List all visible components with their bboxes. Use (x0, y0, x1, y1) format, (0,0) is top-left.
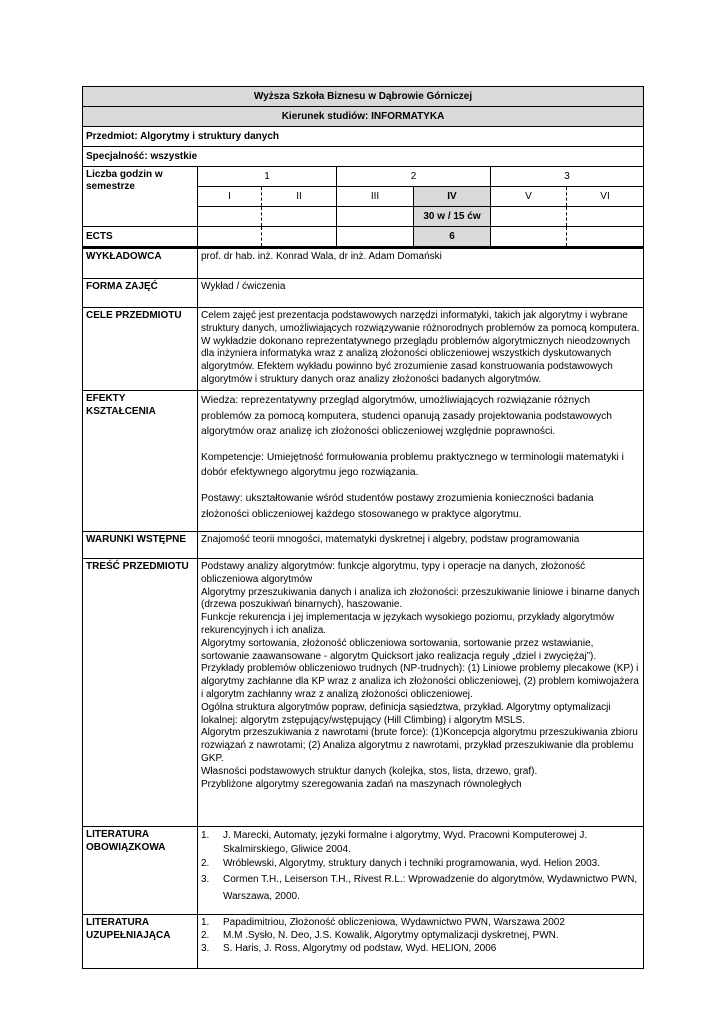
form-row (83, 279, 644, 308)
school-name: Wyższa Szkoła Biznesu w Dąbrowie Górniczej (83, 87, 644, 107)
ects-cell-3 (337, 227, 414, 248)
semester-2: II (262, 187, 337, 207)
semester-5: V (491, 187, 567, 207)
prereq-value: Znajomość teorii mnogości, matematyki dyskretnej i algebry, podstaw programowania (198, 532, 644, 559)
goals-row (83, 308, 644, 391)
list-item: 2. Wróblewski, Algorytmy, struktury danych i techniki programowania, wyd. Helion 2003. (201, 858, 601, 869)
hours-cell-2 (262, 207, 337, 227)
ects-cell-1 (198, 227, 262, 248)
year-1: 1 (198, 167, 337, 187)
lecturer-value: prof. dr hab. inż. Konrad Wala, dr inż. Adam Domański (198, 249, 644, 279)
prereq-label: WARUNKI WSTĘPNE (83, 532, 198, 559)
year-3: 3 (491, 167, 644, 187)
header-table (82, 86, 644, 248)
effects-competence: Kompetencje: Umiejętność formułowania problemu praktycznego w terminologii matematyki i dobór efektywnego algorytmu jego rozwiązania. (201, 451, 624, 479)
effects-label: EFEKTY KSZTAŁCENIA (83, 391, 198, 532)
ects-cell-6 (567, 227, 644, 248)
lit-extra-row (83, 915, 644, 969)
hours-cell-1 (198, 207, 262, 227)
effects-row (83, 391, 644, 532)
content-line: Algorytmy sortowania, złożoność obliczeniowa sortowania, sortowanie przez wstawianie, sortowanie zaawansowane - algorytm Quicksort jako realizacja reguły „dziel i zwyciężaj”). (201, 637, 597, 662)
year-2: 2 (337, 167, 491, 187)
prereq-row (83, 532, 644, 559)
details-table (82, 248, 644, 969)
semester-3: III (337, 187, 414, 207)
ects-value: 6 (414, 227, 491, 248)
list-item: 2. M.M .Sysło, N. Deo, J.S. Kowalik, Algorytmy optymalizacji dyskretnej, PWN. (201, 929, 559, 941)
content-line: Podstawy analizy algorytmów: funkcje algorytmu, typy i operacje na danych, złożoność obliczeniowa algorytmów (201, 561, 586, 585)
content-line: Przybliżone algorytmy szeregowania zadań na maszynach równoległych (201, 778, 522, 790)
lit-required-list (201, 829, 640, 905)
subject-name: Przedmiot: Algorytmy i struktury danych (83, 127, 644, 147)
hours-cell-3 (337, 207, 414, 227)
form-label: FORMA ZAJĘĆ (83, 279, 198, 308)
goals-label: CELE PRZEDMIOTU (83, 308, 198, 391)
lecturer-label: WYKŁADOWCA (83, 249, 198, 279)
form-value: Wykład / ćwiczenia (198, 279, 644, 308)
effects-attitudes: Postawy: ukształtowanie wśród studentów postawy zrozumienia konieczności badania złożoności obliczeniowej każdego stosowanego w praktyce algorytmu. (201, 492, 594, 520)
list-item: 1. Papadimitriou, Złożoność obliczeniowa, Wydawnictwo PWN, Warszawa 2002 (201, 917, 565, 928)
lit-required-row (83, 827, 644, 915)
content-row (83, 559, 644, 827)
hours-cell-6 (567, 207, 644, 227)
content-line: Algorytmy przeszukiwania danych i analiza ich złożoności: przeszukiwanie liniowe i binarne danych (drzewa poszukiwań binarnych), haszowanie. (201, 586, 640, 611)
hours-cell-5 (491, 207, 567, 227)
content-value (198, 559, 644, 827)
content-line: Przykłady problemów obliczeniowo trudnych (NP-trudnych): (1) Liniowe problemy plecakowe (KP) i algorytmy zachłanne dla KP wraz z analiza ich złożoności obliczeniowej, (2) problem komiwojażera i algorytm zachłanny wraz z analizą złożoności obliczeniowej. (201, 663, 639, 700)
content-line: Algorytm przeszukiwania z nawrotami (brute force): (1)Koncepcja algorytmu przeszukiwania zbioru rozwiązań z nawrotami; (2) Analiza algorytmu z nawrotami, przykład przeszukiwanie dla problemu GKP. (201, 727, 638, 764)
specialization: Specjalność: wszystkie (83, 147, 644, 167)
semester-6: VI (567, 187, 644, 207)
lit-extra-list (201, 917, 640, 955)
lit-required-value (198, 827, 644, 915)
content-line: Funkcje rekurencja i jej implementacja w językach wysokiego poziomu, przykłady algorytmów rekurencyjnych i ich analiza. (201, 612, 614, 636)
effects-knowledge: Wiedza: reprezentatywny przegląd algorytmów, umożliwiających rozwiązanie różnych problemów za pomocą komputera, studenci opanują zasady projektowania podstawowych algorytmów oraz analizę ich złożoności obliczeniowej względnie poprawności. (201, 395, 612, 438)
ects-cell-5 (491, 227, 567, 248)
lit-extra-value (198, 915, 644, 969)
content-line: Własności podstawowych struktur danych (kolejka, stos, lista, drzewo, graf). (201, 765, 538, 777)
lit-extra-label: LITERATURA UZUPEŁNIAJĄCA (83, 915, 198, 969)
hours-cell-4: 30 w / 15 ćw (414, 207, 491, 227)
list-item: 3. S. Haris, J. Ross, Algorytmy od podstaw, Wyd. HELION, 2006 (201, 942, 497, 954)
content-line: Ogólna struktura algorytmów popraw, definicja sąsiedztwa, przykład. Algorytmy optymalizacji lokalnej: algorytm zstępujący/wstępujący (Hill Climbing) i algorytm MSLS. (201, 701, 611, 726)
ects-cell-2 (262, 227, 337, 248)
lecturer-row (83, 249, 644, 279)
course-syllabus (82, 86, 643, 969)
effects-value (198, 391, 644, 532)
list-item: 3. Cormen T.H., Leiserson T.H., Rivest R.L.: Wprowadzenie do algorytmów, Wydawnictwo PWN, Warszawa, 2000. (201, 874, 638, 902)
ects-label: ECTS (83, 227, 198, 248)
content-label: TREŚĆ PRZEDMIOTU (83, 559, 198, 827)
field-of-study: Kierunek studiów: INFORMATYKA (83, 107, 644, 127)
semester-1: I (198, 187, 262, 207)
hours-label: Liczba godzin w semestrze (83, 167, 198, 227)
semester-4: IV (414, 187, 491, 207)
lit-required-label: LITERATURA OBOWIĄZKOWA (83, 827, 198, 915)
list-item: 1. J. Marecki, Automaty, języki formalne i algorytmy, Wyd. Pracowni Komputerowej J. Skalmirskiego, Gliwice 2004. (201, 830, 588, 855)
goals-value: Celem zajęć jest prezentacja podstawowych narzędzi informatyki, takich jak algorytmy i wybrane struktury danych, umożliwiających rozwiązywanie różnorodnych problemów za pomocą komputera. W wykładzie dokonano reprezentatywnego przeglądu problemów algorytmicznych nieodzownych dla inżyniera informatyka wraz z analizą złożoności obliczeniowej wszystkich dyskutowanych algorytmów. Efektem wykładu powinno być zrozumienie zasad konstruowania podstawowych algorytmów i struktury danych oraz analizy złożoności badanych algorytmów. (198, 308, 644, 391)
